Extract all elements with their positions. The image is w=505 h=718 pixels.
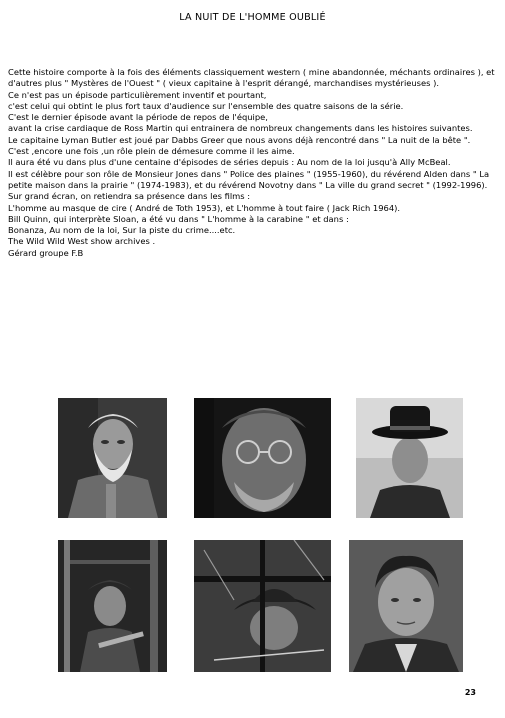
paragraph: Bonanza, Au nom de la loi, Sur la piste du crime....etc. — [8, 225, 236, 236]
photo-man-with-gun — [58, 540, 167, 672]
paragraph: Cette histoire comporte à la fois des éléments classiquement western ( mine abandonnée, méchants ordinaires ), et d'autres plus " Mystères de l'Ouest " ( vieux capitaine à l'esprit dérangé, marchandises mystérieuses ). — [8, 67, 495, 89]
paragraph: Il est célèbre pour son rôle de Monsieur Jones dans " Police des plaines " (1955-1960), du révérend Alden dans " La petite maison dans la prairie " (1974-1983), et du révérend Novotny dans " La ville du grand secret " (1992-1996). — [8, 168, 490, 190]
paragraph: L'homme au masque de cire ( André de Toth 1953), et L'homme à tout faire ( Jack Rich 1964). — [8, 202, 401, 213]
photo-bearded-captain — [58, 398, 167, 518]
photo-curly-haired-man — [349, 540, 463, 672]
paragraph: Il aura été vu dans plus d'une centaine d'épisodes de séries depuis : Au nom de la loi jusqu'à Ally McBeal. — [8, 157, 451, 168]
photo-man-with-glasses — [194, 398, 331, 518]
paragraph: The Wild Wild West show archives . — [8, 236, 156, 247]
photo-man-in-black-hat — [356, 398, 463, 518]
photo-man-behind-window — [194, 540, 331, 672]
paragraph: Ce n'est pas un épisode particulièrement inventif et pourtant, — [8, 89, 267, 100]
page-number: 23 — [464, 688, 476, 697]
paragraph: C'est ,encore une fois ,un rôle plein de démesure comme il les aime. — [8, 146, 295, 157]
paragraph: Sur grand écran, on retiendra sa présence dans les films : — [8, 191, 251, 202]
paragraph: C'est le dernier épisode avant la période de repos de l'équipe, — [8, 112, 268, 123]
paragraph: Gérard groupe F.B — [8, 247, 84, 258]
paragraph: Bill Quinn, qui interprète Sloan, a été vu dans " L'homme à la carabine " et dans : — [8, 213, 349, 224]
paragraph: Le capitaine Lyman Butler est joué par Dabbs Greer que nous avons déjà rencontré dans " La nuit de la bête ". — [8, 134, 471, 145]
page-title: LA NUIT DE L'HOMME OUBLIÉ — [179, 12, 326, 23]
paragraph: c'est celui qui obtint le plus fort taux d'audience sur l'ensemble des quatre saisons de la série. — [8, 100, 404, 111]
paragraph: avant la crise cardiaque de Ross Martin qui entrainera de nombreux changements dans les histoires suivantes. — [8, 123, 473, 134]
article-body — [8, 67, 498, 259]
